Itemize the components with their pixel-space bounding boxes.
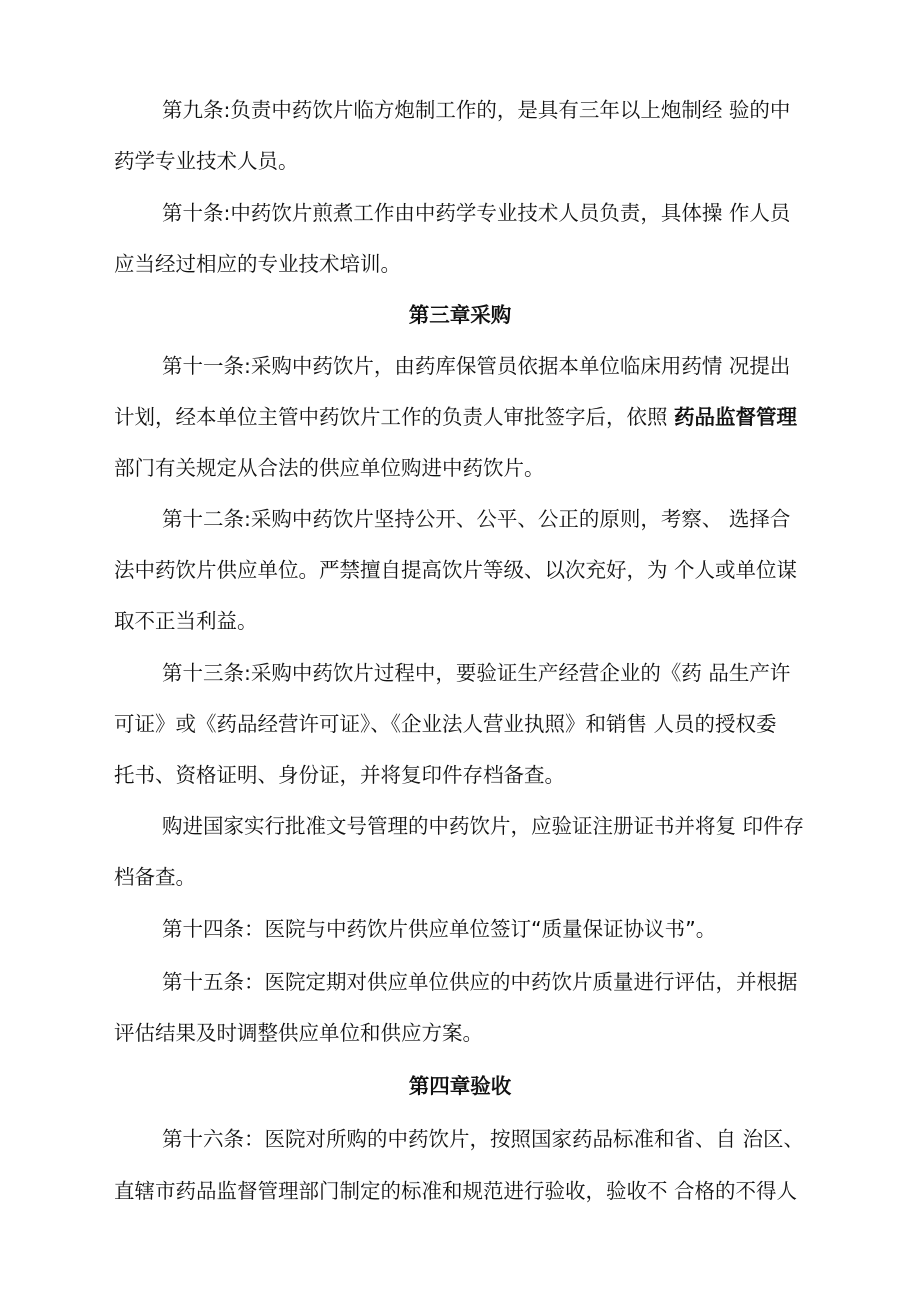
chapter-4-heading: 第四章验收 [408, 1074, 512, 1098]
article-10-line-2: 应当经过相应的专业技术培训。 [114, 252, 401, 276]
article-13-line-1: 第十三条:采购中药饮片过程中，要验证生产经营企业的《药 品生产许 [162, 661, 791, 685]
article-12-line-3: 取不正当利益。 [114, 609, 258, 633]
article-16-line-2: 直辖市药品监督管理部门制定的标准和规范进行验收，验收不 合格的不得人 [114, 1179, 798, 1203]
article-15-line-1: 第十五条：医院定期对供应单位供应的中药饮片质量进行评估，并根据 [162, 970, 798, 994]
article-11-line-1: 第十一条:采购中药饮片，由药库保管员依据本单位临床用药情 况提出 [162, 354, 791, 378]
article-11-line-2 [114, 402, 814, 432]
article-13-line-2: 可证》或《药品经营许可证》、《企业法人营业执照》和销售 人员的授权委 [114, 712, 777, 736]
article-16-line-1: 第十六条：医院对所购的中药饮片，按照国家药品标准和省、自 治区、 [162, 1127, 805, 1151]
article-10-line-1: 第十条:中药饮片煎煮工作由中药学专业技术人员负责，具体操 作人员 [162, 201, 791, 225]
article-13-line-3: 托书、资格证明、身份证，并将复印件存档备查。 [114, 763, 565, 787]
article-14-line-1: 第十四条：医院与中药饮片供应单位签订“质量保证协议书”。 [162, 917, 717, 941]
article-11-line-2-emphasis: 药品监督管理 [674, 405, 798, 429]
article-11-line-2-text: 计划，经本单位主管中药饮片工作的负责人审批签字后，依照 [114, 405, 675, 429]
article-9-line-2: 药学专业技术人员。 [114, 149, 299, 173]
chapter-3-heading: 第三章采购 [408, 303, 512, 327]
article-15-line-2: 评估结果及时调整供应单位和供应方案。 [114, 1021, 483, 1045]
article-12-line-2: 法中药饮片供应单位。严禁擅自提高饮片等级、以次充好，为 个人或单位谋 [114, 558, 798, 582]
article-9-line-1: 第九条:负责中药饮片临方炮制工作的，是具有三年以上炮制经 验的中 [162, 98, 791, 122]
article-12-line-1: 第十二条:采购中药饮片坚持公开、公平、公正的原则，考察、 选择合 [162, 507, 791, 531]
article-13-supplement-line-2: 档备查。 [114, 865, 196, 889]
article-13-supplement-line-1: 购进国家实行批准文号管理的中药饮片，应验证注册证书并将复 印件存 [162, 814, 805, 838]
article-11-line-3: 部门有关规定从合法的供应单位购进中药饮片。 [114, 456, 545, 480]
